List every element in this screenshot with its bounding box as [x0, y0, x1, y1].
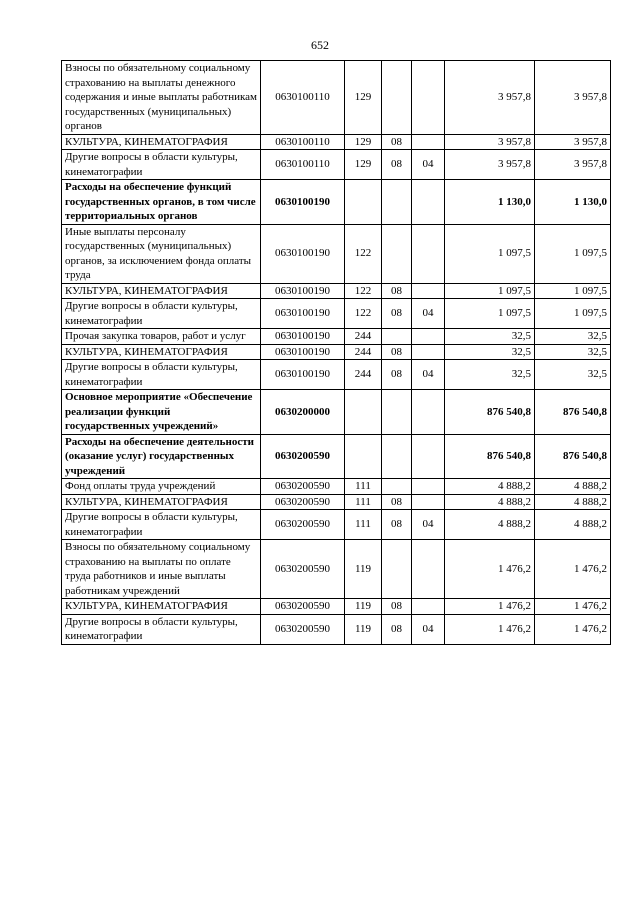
subsection-cell	[412, 61, 445, 135]
amount-year1-cell: 32,5	[445, 344, 535, 360]
expense-type-cell: 129	[345, 134, 382, 150]
amount-year1-cell: 1 097,5	[445, 299, 535, 329]
expense-type-cell: 111	[345, 494, 382, 510]
amount-year2-cell: 876 540,8	[535, 434, 611, 479]
budget-table	[61, 60, 611, 645]
amount-year2-cell: 32,5	[535, 329, 611, 345]
amount-year1-cell: 876 540,8	[445, 434, 535, 479]
target-code-cell: 0630100190	[261, 360, 345, 390]
target-code-cell: 0630100190	[261, 344, 345, 360]
section-cell	[382, 434, 412, 479]
amount-year1-cell: 1 476,2	[445, 540, 535, 599]
table-row	[62, 614, 611, 644]
target-code-cell: 0630200000	[261, 390, 345, 435]
subsection-cell	[412, 494, 445, 510]
amount-year1-cell: 32,5	[445, 329, 535, 345]
subsection-cell	[412, 540, 445, 599]
row-name-cell: Другие вопросы в области культуры, кинематографии	[62, 299, 261, 329]
section-cell	[382, 390, 412, 435]
section-cell: 08	[382, 510, 412, 540]
row-name-cell: Прочая закупка товаров, работ и услуг	[62, 329, 261, 345]
row-name-cell: Фонд оплаты труда учреждений	[62, 479, 261, 495]
table-row	[62, 494, 611, 510]
target-code-cell: 0630200590	[261, 494, 345, 510]
section-cell: 08	[382, 299, 412, 329]
target-code-cell: 0630200590	[261, 599, 345, 615]
amount-year2-cell: 1 476,2	[535, 614, 611, 644]
subsection-cell: 04	[412, 150, 445, 180]
table-row	[62, 61, 611, 135]
section-cell	[382, 61, 412, 135]
target-code-cell: 0630200590	[261, 510, 345, 540]
amount-year2-cell: 1 097,5	[535, 283, 611, 299]
target-code-cell: 0630200590	[261, 434, 345, 479]
target-code-cell: 0630100110	[261, 134, 345, 150]
amount-year2-cell: 3 957,8	[535, 150, 611, 180]
page-number: 652	[311, 38, 329, 52]
target-code-cell: 0630100190	[261, 299, 345, 329]
table-row	[62, 360, 611, 390]
section-cell: 08	[382, 344, 412, 360]
amount-year2-cell: 1 097,5	[535, 224, 611, 283]
row-name-cell: КУЛЬТУРА, КИНЕМАТОГРАФИЯ	[62, 344, 261, 360]
subsection-cell	[412, 434, 445, 479]
row-name-cell: Другие вопросы в области культуры, кинематографии	[62, 150, 261, 180]
amount-year2-cell: 32,5	[535, 360, 611, 390]
row-name-cell: Расходы на обеспечение функций государственных органов, в том числе территориальных органов	[62, 180, 261, 225]
target-code-cell: 0630200590	[261, 540, 345, 599]
amount-year2-cell: 3 957,8	[535, 61, 611, 135]
subsection-cell	[412, 134, 445, 150]
expense-type-cell: 122	[345, 299, 382, 329]
expense-type-cell	[345, 434, 382, 479]
amount-year1-cell: 4 888,2	[445, 510, 535, 540]
row-name-cell: Основное мероприятие «Обеспечение реализации функций государственных учреждений»	[62, 390, 261, 435]
expense-type-cell	[345, 390, 382, 435]
amount-year1-cell: 4 888,2	[445, 494, 535, 510]
target-code-cell: 0630100110	[261, 61, 345, 135]
expense-type-cell: 111	[345, 510, 382, 540]
target-code-cell: 0630200590	[261, 479, 345, 495]
amount-year1-cell: 3 957,8	[445, 134, 535, 150]
subsection-cell: 04	[412, 299, 445, 329]
table-row	[62, 329, 611, 345]
amount-year2-cell: 1 097,5	[535, 299, 611, 329]
subsection-cell	[412, 329, 445, 345]
amount-year2-cell: 3 957,8	[535, 134, 611, 150]
table-row	[62, 134, 611, 150]
section-cell: 08	[382, 494, 412, 510]
row-name-cell: КУЛЬТУРА, КИНЕМАТОГРАФИЯ	[62, 283, 261, 299]
subsection-cell: 04	[412, 360, 445, 390]
subsection-cell	[412, 224, 445, 283]
table-row	[62, 224, 611, 283]
target-code-cell: 0630200590	[261, 614, 345, 644]
expense-type-cell: 122	[345, 283, 382, 299]
amount-year1-cell: 1 097,5	[445, 283, 535, 299]
expense-type-cell: 129	[345, 150, 382, 180]
row-name-cell: КУЛЬТУРА, КИНЕМАТОГРАФИЯ	[62, 134, 261, 150]
amount-year1-cell: 3 957,8	[445, 150, 535, 180]
expense-type-cell: 119	[345, 540, 382, 599]
amount-year1-cell: 1 130,0	[445, 180, 535, 225]
amount-year2-cell: 32,5	[535, 344, 611, 360]
row-name-cell: КУЛЬТУРА, КИНЕМАТОГРАФИЯ	[62, 494, 261, 510]
expense-type-cell	[345, 180, 382, 225]
table-row	[62, 299, 611, 329]
target-code-cell: 0630100190	[261, 329, 345, 345]
table-row	[62, 510, 611, 540]
amount-year1-cell: 1 097,5	[445, 224, 535, 283]
row-name-cell: Другие вопросы в области культуры, кинематографии	[62, 614, 261, 644]
row-name-cell: Другие вопросы в области культуры, кинематографии	[62, 510, 261, 540]
amount-year2-cell: 4 888,2	[535, 494, 611, 510]
expense-type-cell: 119	[345, 614, 382, 644]
expense-type-cell: 111	[345, 479, 382, 495]
subsection-cell	[412, 479, 445, 495]
row-name-cell: КУЛЬТУРА, КИНЕМАТОГРАФИЯ	[62, 599, 261, 615]
section-cell: 08	[382, 599, 412, 615]
table-row	[62, 479, 611, 495]
row-name-cell: Иные выплаты персоналу государственных (муниципальных) органов, за исключением фонда оплаты труда	[62, 224, 261, 283]
section-cell	[382, 540, 412, 599]
section-cell	[382, 329, 412, 345]
table-row	[62, 150, 611, 180]
table-row	[62, 599, 611, 615]
table-row	[62, 434, 611, 479]
subsection-cell	[412, 344, 445, 360]
section-cell	[382, 224, 412, 283]
amount-year2-cell: 1 476,2	[535, 540, 611, 599]
subsection-cell	[412, 390, 445, 435]
expense-type-cell: 244	[345, 329, 382, 345]
subsection-cell	[412, 283, 445, 299]
section-cell	[382, 180, 412, 225]
expense-type-cell: 129	[345, 61, 382, 135]
amount-year2-cell: 4 888,2	[535, 510, 611, 540]
section-cell: 08	[382, 283, 412, 299]
row-name-cell: Взносы по обязательному социальному страхованию на выплаты денежного содержания и иные выплаты работникам государственных (муниципальных) органов	[62, 61, 261, 135]
row-name-cell: Взносы по обязательному социальному страхованию на выплаты по оплате труда работников и иные выплаты работникам учреждений	[62, 540, 261, 599]
row-name-cell: Другие вопросы в области культуры, кинематографии	[62, 360, 261, 390]
target-code-cell: 0630100110	[261, 150, 345, 180]
section-cell: 08	[382, 614, 412, 644]
table-body	[62, 61, 611, 645]
amount-year2-cell: 4 888,2	[535, 479, 611, 495]
expense-type-cell: 122	[345, 224, 382, 283]
amount-year2-cell: 1 476,2	[535, 599, 611, 615]
table-row	[62, 283, 611, 299]
amount-year1-cell: 876 540,8	[445, 390, 535, 435]
table-row	[62, 390, 611, 435]
section-cell	[382, 479, 412, 495]
target-code-cell: 0630100190	[261, 224, 345, 283]
subsection-cell	[412, 180, 445, 225]
amount-year2-cell: 1 130,0	[535, 180, 611, 225]
table-row	[62, 540, 611, 599]
amount-year1-cell: 3 957,8	[445, 61, 535, 135]
subsection-cell	[412, 599, 445, 615]
subsection-cell: 04	[412, 614, 445, 644]
table-row	[62, 344, 611, 360]
target-code-cell: 0630100190	[261, 180, 345, 225]
row-name-cell: Расходы на обеспечение деятельности (оказание услуг) государственных учреждений	[62, 434, 261, 479]
expense-type-cell: 244	[345, 344, 382, 360]
amount-year1-cell: 32,5	[445, 360, 535, 390]
expense-type-cell: 119	[345, 599, 382, 615]
target-code-cell: 0630100190	[261, 283, 345, 299]
amount-year1-cell: 1 476,2	[445, 599, 535, 615]
expense-type-cell: 244	[345, 360, 382, 390]
amount-year1-cell: 4 888,2	[445, 479, 535, 495]
amount-year1-cell: 1 476,2	[445, 614, 535, 644]
subsection-cell: 04	[412, 510, 445, 540]
amount-year2-cell: 876 540,8	[535, 390, 611, 435]
section-cell: 08	[382, 360, 412, 390]
section-cell: 08	[382, 150, 412, 180]
table-row	[62, 180, 611, 225]
section-cell: 08	[382, 134, 412, 150]
